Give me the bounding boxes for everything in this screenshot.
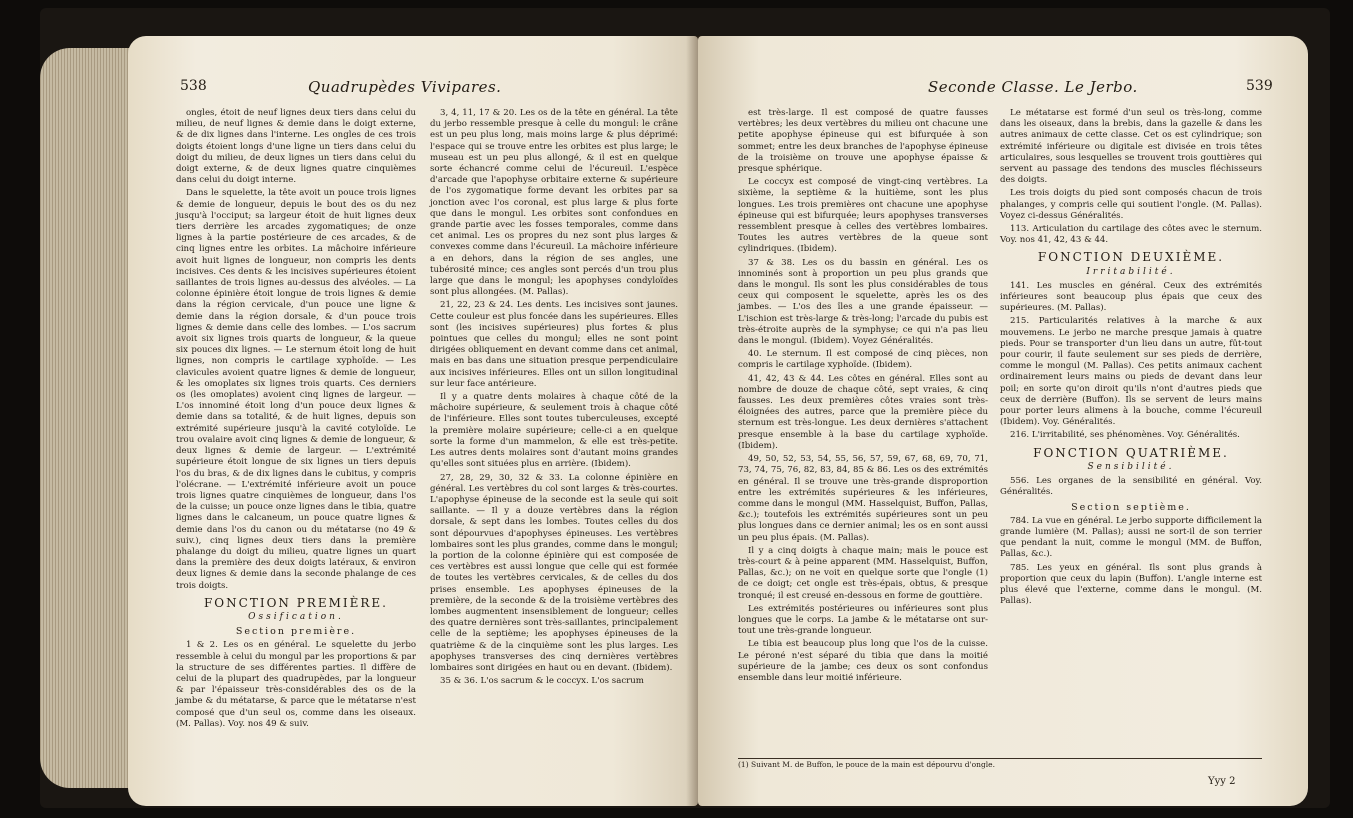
- paragraph: Le métatarse est formé d'un seul os très-long, comme dans les oiseaux, dans la brebis, dans la gazelle & dans les autres animaux de cette classe. Cet os est cylindrique; son extrémité inférieure ou digitale est divisée en trois têtes articulaires, sous lesquelles se trouvent trois gouttières qui servent au passage des tendons des muscles fléchisseurs des doigts.: [1000, 108, 1262, 186]
- paragraph: 141. Les muscles en général. Ceux des extrémités inférieures sont beaucoup plus épais que ceux des supérieures. (M. Pallas).: [1000, 280, 1262, 314]
- right-page: [698, 36, 1308, 806]
- right-column-2: [1000, 108, 1262, 609]
- section-title: Section septième.: [1071, 501, 1191, 513]
- section-heading: FONCTION QUATRIÈME.: [1033, 445, 1229, 460]
- section-subheading: Irritabilité.: [1086, 266, 1176, 277]
- paragraph: 3, 4, 11, 17 & 20. Les os de la tête en général. La tête du jerbo ressemble presque à celle du mongul: le crâne est un peu plus long, mais moins large & plus déprimé: l'espace qui se trouve entre les orbites est plus large; le museau est un peu plus allongé, & il est en quelque sorte échancré comme celui de l'écureuil. L'espèce d'arcade que l'apophyse orbitaire externe & supérieure de l'os zygomatique forme devant les orbites par sa jonction avec l'os coronal, est plus large & plus forte que dans le mongul. Les orbites sont confondues en grande partie avec les fosses temporales, comme dans cet animal. Les os propres du nez sont plus larges & convexes comme dans l'écureuil. La mâchoire inférieure a en dehors, dans la région de ses angles, une tubérosité mince; ces angles sont percés d'un trou plus large que dans le mongul; les apophyses condyloïdes sont plus allongées. (M. Pallas).: [430, 108, 678, 298]
- left-page-number: 538: [180, 78, 207, 94]
- left-column-1: [176, 108, 416, 732]
- paragraph: 49, 50, 52, 53, 54, 55, 56, 57, 59, 67, 68, 69, 70, 71, 73, 74, 75, 76, 82, 83, 84, 85 & 86. Les os des extrémités en général. Il se trouve une très-grande disproportion entre les extrémités supérieures & les inférieures, comme dans le mongul (MM. Hasselquist, Buffon, Pallas, &c.); toutefois les extrémités supérieures sont un peu plus longues dans ce dernier animal; les os en sont aussi un peu plus épais. (M. Pallas).: [738, 454, 988, 543]
- paragraph: 21, 22, 23 & 24. Les dents. Les incisives sont jaunes. Cette couleur est plus foncée dans les supérieures. Elles sont (les incisives supérieures) plus fortes & plus pointues que celles du mongul; elles ne sont point dirigées obliquement en devant comme dans cet animal, mais en bas dans une situation presque perpendiculaire aux incisives inférieures. Elles ont un sillon longitudinal sur leur face antérieure.: [430, 300, 678, 389]
- paragraph: Le coccyx est composé de vingt-cinq vertèbres. La sixième, la septième & la huitième, sont les plus longues. Les trois premières ont chacune une apophyse épineuse qui est bifurquée; leurs apophyses transverses ressemblent presque à celles des vertèbres lombaires. Toutes les autres vertèbres de la queue sont cylindriques. (Ibidem).: [738, 177, 988, 255]
- paragraph: 785. Les yeux en général. Ils sont plus grands à proportion que ceux du lapin (Buffon). L'angle interne est plus élevé que l'externe, comme dans le mongul. (M. Pallas).: [1000, 562, 1262, 607]
- paragraph: 216. L'irritabilité, ses phénomènes. Voy. Généralités.: [1010, 430, 1240, 441]
- paragraph: 556. Les organes de la sensibilité en général. Voy. Généralités.: [1000, 476, 1262, 498]
- paragraph: 37 & 38. Les os du bassin en général. Les os innominés sont à proportion un peu plus grands que dans le mongul. Ils sont les plus considérables de tous ceux qui composent le squelette, après les os des jambes. — L'os des îles a une grande épaisseur. — L'ischion est très-large & très-long; l'arcade du pubis est très-étroite auprès de la symphyse; ce qui n'a pas lieu dans le mongul. (Ibidem). Voyez Généralités.: [738, 257, 988, 347]
- right-column-1: [738, 108, 988, 686]
- paragraph: 215. Particularités relatives à la marche & aux mouvemens. Le jerbo ne marche presque jamais à quatre pieds. Pour se transporter d'un lieu dans un autre, fût-tout pour courir, il faute seulement sur ses pieds de derrière, comme le mongul (M. Pallas). Ces petits animaux cachent ordinairement leurs mains ou pieds de devant dans leur poil; en sorte qu'on diroit qu'ils n'ont d'autres pieds que ceux de derrière (Buffon). Ils se servent de leurs mains pour porter leurs alimens à la bouche, comme l'écureuil (Ibidem). Voy. Généralités.: [1000, 316, 1262, 428]
- footnote: (1) Suivant M. de Buffon, le pouce de la main est dépourvu d'ongle.: [738, 760, 995, 769]
- paragraph: 35 & 36. L'os sacrum & le coccyx. L'os sacrum: [440, 676, 644, 687]
- paragraph: 27, 28, 29, 30, 32 & 33. La colonne épinière en général. Les vertèbres du col sont larges & très-courtes. L'apophyse épineuse de la seconde est la seule qui soit saillante. — Il y a douze vertèbres dans la région dorsale, & sept dans les lombes. Toutes celles du dos sont dépourvues d'apophyses épineuses. Les vertèbres lombaires sont les plus grandes, comme dans le mongul; la portion de la colonne épinière qui est composée de ces vertèbres est aussi longue que celle qui est formée de toutes les vertèbres cervicales, & de celles du dos prises ensemble. Les apophyses épineuses de la première, de la seconde & de la troisième vertèbres des lombes augmentent insensiblement de longueur; celles des quatre dernières sont très-saillantes, principalement celle de la septième; les apophyses épineuses de la quatrième & de la cinquième sont les plus larges. Les apophyses transverses des cinq dernières vertèbres lombaires sont dirigées en haut ou en devant. (Ibidem).: [430, 472, 678, 673]
- footnote-rule: [738, 758, 1262, 759]
- paragraph: Le tibia est beaucoup plus long que l'os de la cuisse. Le péroné n'est séparé du tibia que dans la moitié supérieure de la jambe; ces deux os sont confondus ensemble dans leur moitié inférieure.: [738, 639, 988, 683]
- section-title: Section première.: [235, 626, 357, 638]
- paragraph: est très-large. Il est composé de quatre fausses vertèbres; les deux vertèbres du milieu ont chacune une petite apophyse épineuse qui est bifurquée à son sommet; entre les deux branches de l'apophyse épineuse de la troisième on trouve une apophyse épaisse & presque sphérique.: [738, 108, 988, 175]
- left-page: [128, 36, 698, 806]
- section-heading: FONCTION DEUXIÈME.: [1037, 250, 1225, 265]
- open-book: [40, 8, 1330, 808]
- paragraph: 784. La vue en général. Le jerbo supporte difficilement la grande lumière (M. Pallas); aussi ne sort-il de son terrier que pendant la nuit, comme le mongul (MM. de Buffon, Pallas, &c.).: [1000, 515, 1262, 560]
- left-column-2: [430, 108, 678, 689]
- paragraph: Dans le squelette, la tête avoit un pouce trois lignes & demie de longueur, depuis le bout des os du nez jusqu'à l'occiput; sa largeur étoit de huit lignes deux tiers derrière les arcades zygomatiques; de onze lignes à la partie postérieure de ces arcades, & de cinq lignes entre les orbites. La mâchoire inférieure avoit huit lignes de longueur, non compris les dents incisives. Ces dents & les incisives supérieures étoient saillantes de trois lignes au-dessus des alvéoles. — La colonne épinière étoit longue de trois lignes & demie dans la région cervicale, d'un pouce une ligne & demie dans la région dorsale, & d'un pouce trois lignes & demie dans celle des lombes. — L'os sacrum avoit six lignes trois quarts de longueur, & la queue six pouces dix lignes. — Le sternum étoit long de huit lignes, non compris le cartilage xyphoïde. — Les clavicules avoient quatre lignes & demie de longueur, & les omoplates six lignes trois quarts. Ces derniers os (les omoplates) avoient cinq lignes de largeur. — L'os innominé étoit long d'un pouce deux lignes & demie dans sa totalité, & de huit lignes, depuis son extrémité supérieure jusqu'à la cavité cotyloïde. Le trou ovalaire avoit cinq lignes & demie de longueur, & deux lignes & demie de largeur. — L'extrémité supérieure étoit longue de six lignes un tiers depuis l'os du bras, & de dix lignes dans le cubitus, y compris l'olécrane. — L'extrémité inférieure avoit un pouce trois lignes quatre cinquièmes de longueur, dans l'os de la cuisse; un pouce onze lignes dans le tibia, quatre lignes dans le calcaneum, un pouce quatre lignes & demie dans l'os du canon ou du métatarse (no 49 & suiv.), cinq lignes deux tiers dans la première phalange du doigt du milieu, quatre lignes un quart dans la première des deux doigts latéraux, & environ deux lignes & demie dans la seconde phalange de ces trois doigts.: [176, 188, 416, 591]
- left-running-head: Quadrupèdes Vivipares.: [308, 78, 502, 96]
- right-page-number: 539: [1246, 78, 1273, 94]
- right-running-head: Seconde Classe. Le Jerbo.: [928, 78, 1138, 96]
- paragraph: 40. Le sternum. Il est composé de cinq pièces, non compris le cartilage xyphoïde. (Ibidem).: [738, 349, 988, 371]
- section-subheading: Sensibilité.: [1087, 461, 1175, 472]
- signature-mark: Yyy 2: [1208, 776, 1236, 787]
- paragraph: 1 & 2. Les os en général. Le squelette du jerbo ressemble à celui du mongul par les proportions & par la structure de ses différentes parties. Il diffère de celui de la plupart des quadrupèdes, par la longueur & par l'épaisseur très-considérables des os de la jambe & du métatarse, & parce que le métatarse n'est composé que d'un seul os, comme dans les oiseaux. (M. Pallas). Voy. nos 49 & suiv.: [176, 640, 416, 729]
- paragraph: Il y a cinq doigts à chaque main; mais le pouce est très-court & à peine apparent (MM. Hasselquist, Buffon, Pallas, &c.); on ne voit en quelque sorte que l'ongle (1) de ce doigt; cet ongle est très-épais, obtus, & presque tronqué; il est creusé en-dessous en forme de gouttière.: [738, 545, 988, 601]
- section-heading: FONCTION PREMIÈRE.: [203, 595, 388, 610]
- paragraph: ongles, étoit de neuf lignes deux tiers dans celui du milieu, de neuf lignes & demie dans le doigt externe, & de dix lignes dans l'interne. Les ongles de ces trois doigts étoient longs d'une ligne un tiers dans celui du doigt du milieu, de deux lignes un tiers dans celui du doigt externe, & de deux lignes quatre cinquièmes dans celui du doigt interne.: [176, 108, 416, 186]
- paragraph: 113. Articulation du cartilage des côtes avec le sternum. Voy. nos 41, 42, 43 & 44.: [1000, 224, 1262, 246]
- section-subheading: Ossification.: [248, 611, 344, 622]
- paragraph: Les trois doigts du pied sont composés chacun de trois phalanges, y compris celle qui soutient l'ongle. (M. Pallas). Voyez ci-dessus Généralités.: [1000, 188, 1262, 221]
- paragraph: Les extrémités postérieures ou inférieures sont plus longues que le corps. La jambe & le métatarse ont sur-tout une très-grande longueur.: [738, 603, 988, 637]
- paragraph: Il y a quatre dents molaires à chaque côté de la mâchoire supérieure, & seulement trois à chaque côté de l'inférieure. Elles sont toutes tuberculeuses, excepté la première molaire supérieure; celle-ci a en quelque sorte la forme d'un mammelon, & elle est très-petite. Les autres dents molaires sont d'autant moins grandes qu'elles sont situées plus en arrière. (Ibidem).: [430, 392, 678, 470]
- paragraph: 41, 42, 43 & 44. Les côtes en général. Elles sont au nombre de douze de chaque côté, sept vraies, & cinq fausses. Les deux premières côtes vraies sont très-éloignées des autres, parce que la première pièce du sternum est très-longue. Les deux dernières s'attachent presque ensemble à la base du cartilage xyphoïde. (Ibidem).: [738, 373, 988, 451]
